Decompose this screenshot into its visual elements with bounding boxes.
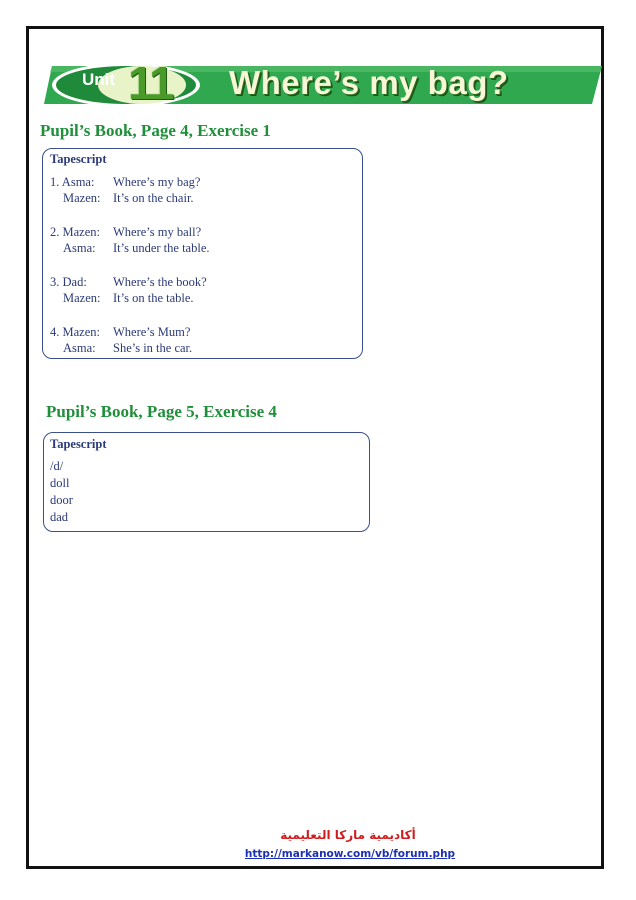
phonics-line: dad xyxy=(50,510,69,524)
utterance: Where’s the book? xyxy=(113,275,207,289)
tapescript-box-exercise-4 xyxy=(43,432,370,532)
utterance: It’s under the table. xyxy=(113,241,210,255)
tapescript-title: Tapescript xyxy=(50,437,107,451)
footer-academy-name: أكاديمية ماركا التعليمية xyxy=(280,828,416,842)
footer-link[interactable]: http://markanow.com/vb/forum.php xyxy=(244,848,456,860)
utterance: It’s on the chair. xyxy=(113,191,194,205)
speaker: Mazen: xyxy=(63,191,101,205)
unit-title: Where’s my bag? xyxy=(229,64,509,101)
section-heading-exercise-4: Pupil’s Book, Page 5, Exercise 4 xyxy=(46,402,277,421)
speaker: Asma: xyxy=(63,241,96,255)
speaker: 4. Mazen: xyxy=(50,325,100,339)
unit-label: Unit xyxy=(82,70,116,89)
unit-number: 11 xyxy=(128,57,173,109)
utterance: Where’s Mum? xyxy=(113,325,191,339)
unit-banner xyxy=(44,57,602,109)
utterance: It’s on the table. xyxy=(113,291,194,305)
speaker: 2. Mazen: xyxy=(50,225,100,239)
speaker: Asma: xyxy=(63,341,96,355)
speaker: 1. Asma: xyxy=(50,175,95,189)
tapescript-title: Tapescript xyxy=(50,152,107,166)
section-heading-exercise-1: Pupil’s Book, Page 4, Exercise 1 xyxy=(40,121,271,140)
speaker: 3. Dad: xyxy=(50,275,87,289)
utterance: She’s in the car. xyxy=(113,341,193,355)
speaker: Mazen: xyxy=(63,291,101,305)
utterance: Where’s my ball? xyxy=(113,225,202,239)
phonics-line: doll xyxy=(50,476,70,490)
tapescript-box-exercise-1 xyxy=(42,148,363,359)
phonics-line: /d/ xyxy=(50,459,64,473)
utterance: Where’s my bag? xyxy=(113,175,201,189)
phonics-line: door xyxy=(50,493,73,507)
